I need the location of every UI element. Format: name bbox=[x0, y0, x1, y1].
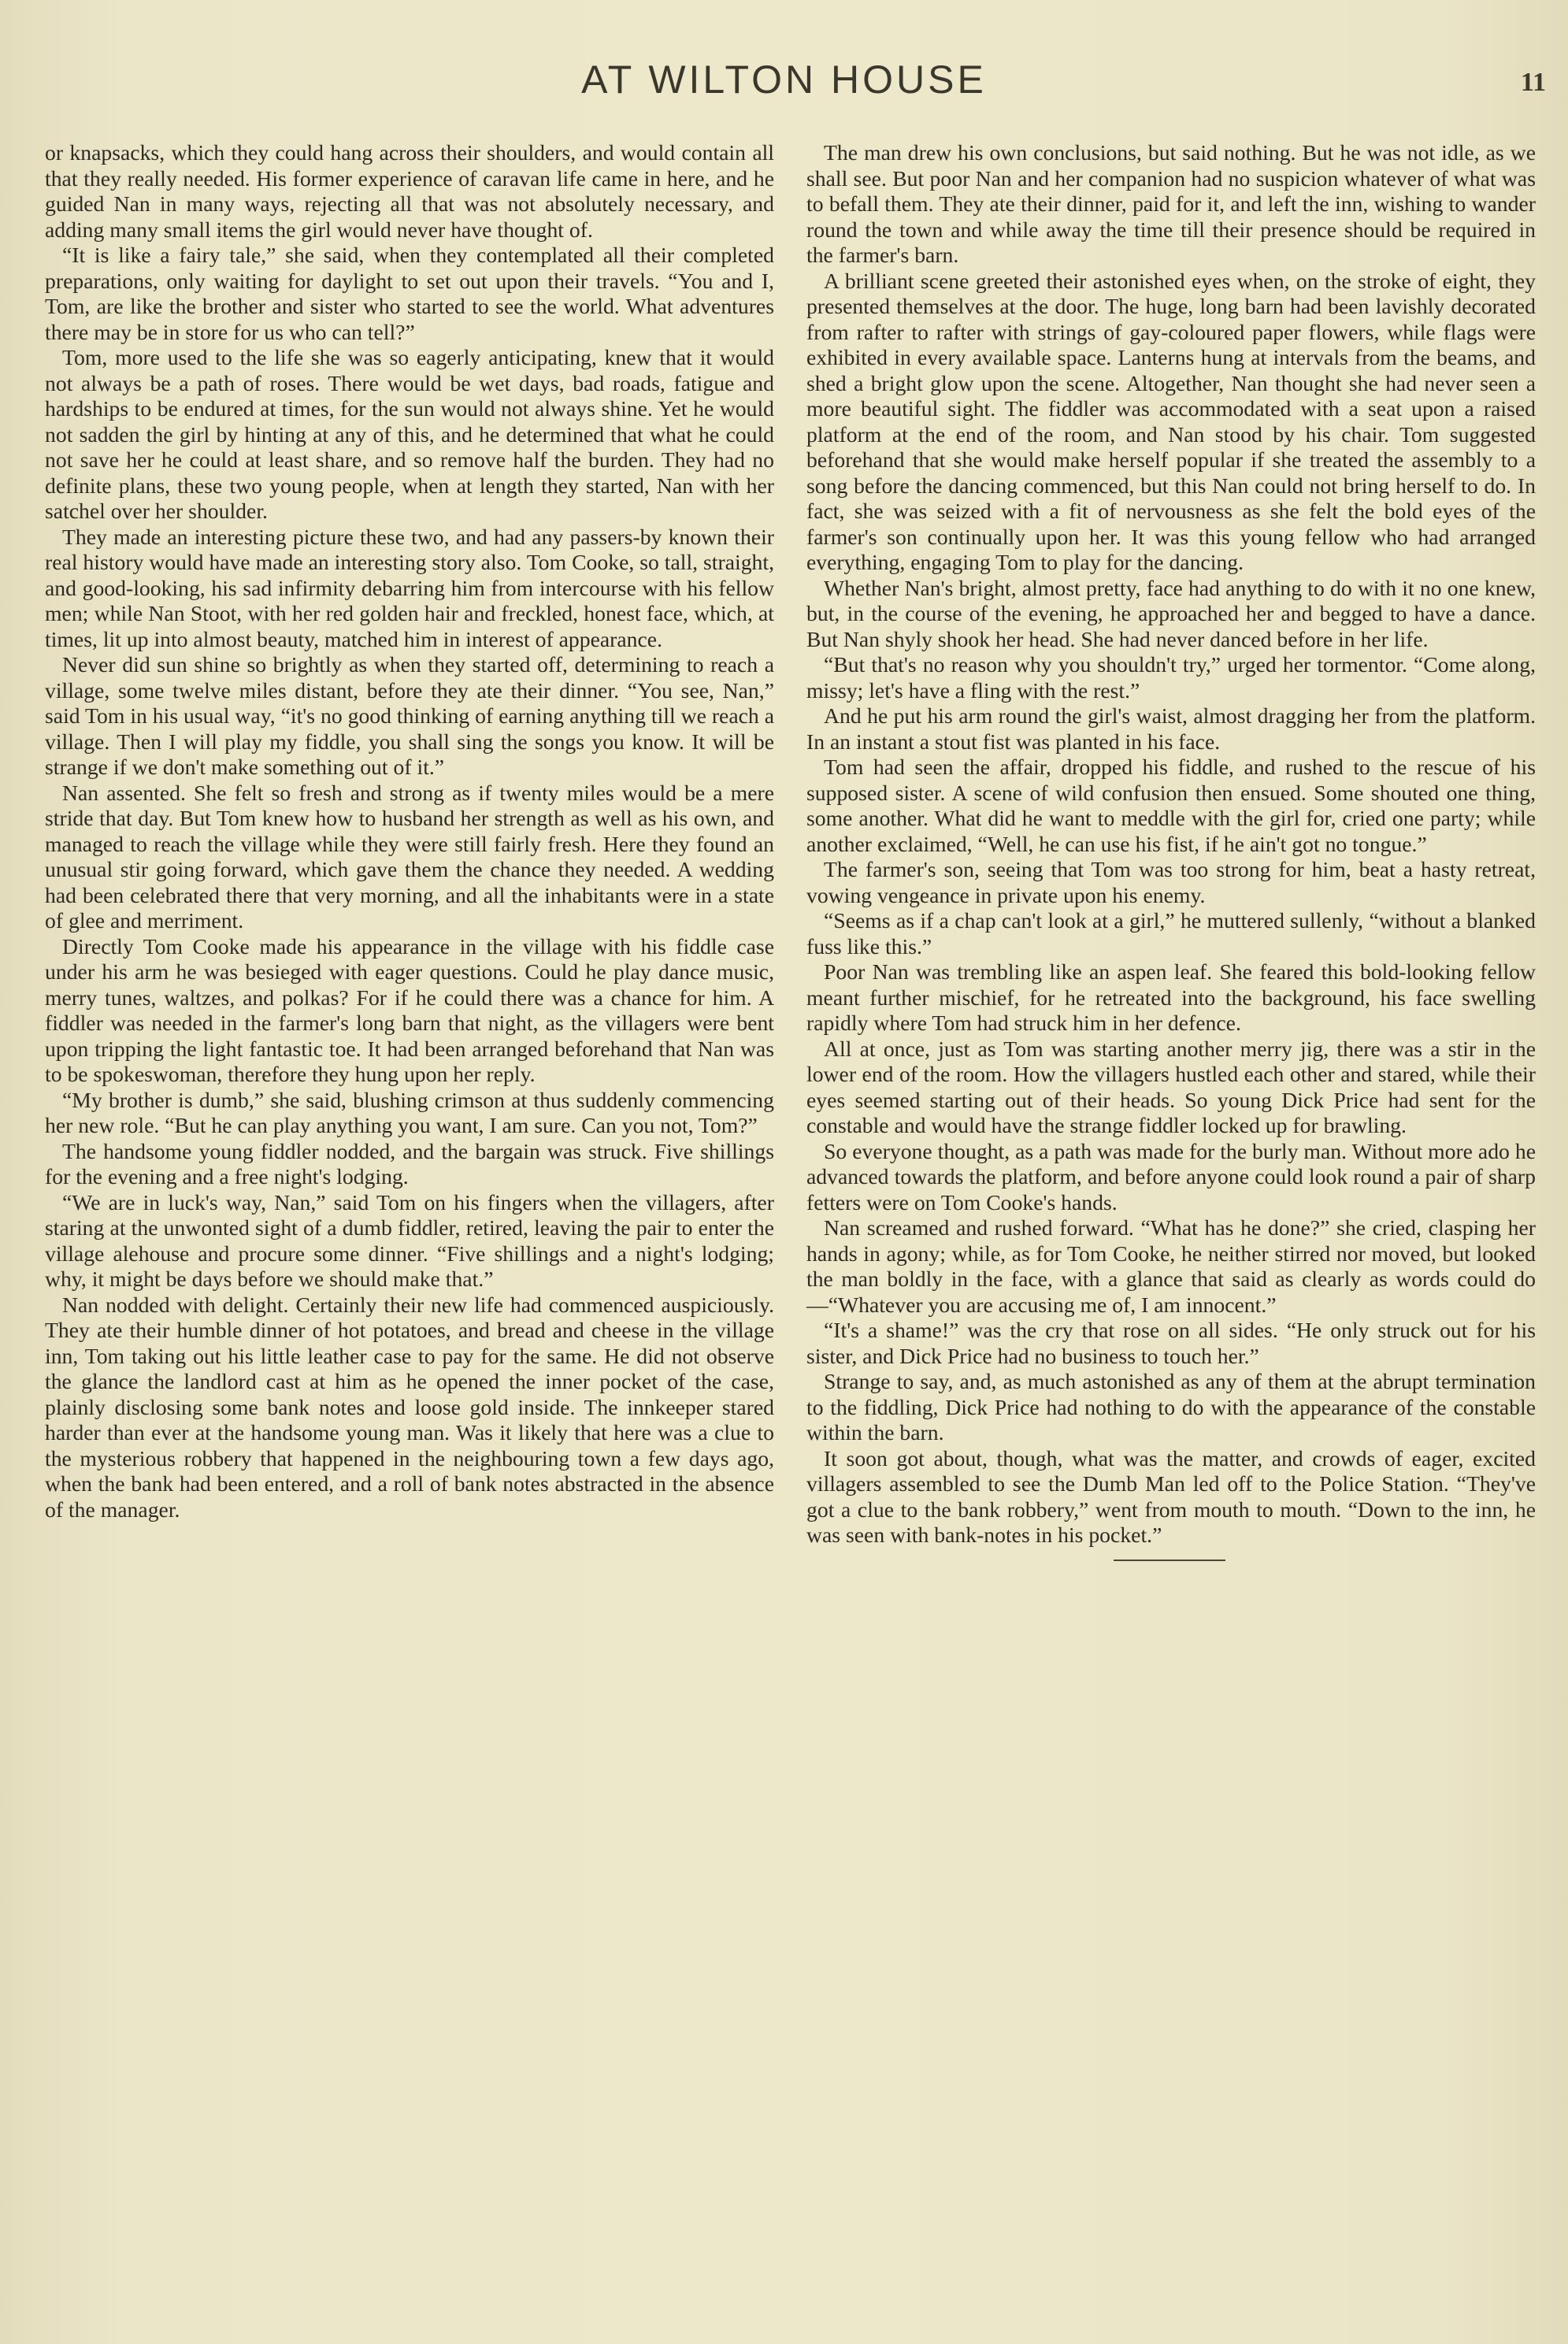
paragraph: A brilliant scene greeted their astonished eyes when, on the stroke of eight, they presented themselves at the door. The huge, long barn had been lavishly decorated from rafter to rafter with strings of gay-coloured paper flowers, while flags were exhibited in every available space. Lanterns hung at intervals from the beams, and shed a bright glow upon the scene. Altogether, Nan thought she had never seen a more beautiful sight. The fiddler was accommodated with a seat upon a raised platform at the end of the room, and Nan stood by his chair. Tom suggested beforehand that she would make herself popular if she treated the assembly to a song before the dancing commenced, but this Nan could not bring herself to do. In fact, she was seized with a fit of nervousness as she felt the bold eyes of the farmer's son continually upon her. It was this young fellow who had arranged everything, engaging Tom to play for the dancing. bbox=[806, 268, 1536, 574]
paragraph: The farmer's son, seeing that Tom was too strong for him, beat a hasty retreat, vowing vengeance in private upon his enemy. bbox=[806, 857, 1536, 907]
paragraph: Directly Tom Cooke made his appearance in the village with his fiddle case under his arm he was besieged with eager questions. Could he play dance music, merry tunes, waltzes, and polkas? For if he could there was a chance for him. A fiddler was needed in the farmer's long barn that night, as the villagers were bent upon tripping the light fantastic toe. It had been arranged beforehand that Nan was to be spokeswoman, therefore they hung upon her reply. bbox=[45, 933, 774, 1086]
paragraph: “We are in luck's way, Nan,” said Tom on his fingers when the villagers, after staring at the unwonted sight of a dumb fiddler, retired, leaving the pair to enter the village alehouse and procure some dinner. “Five shillings and a night's lodging; why, it might be days before we should make that.” bbox=[45, 1189, 774, 1291]
page-number: 11 bbox=[1520, 68, 1546, 97]
paragraph: And he put his arm round the girl's waist, almost dragging her from the platform. In an instant a stout fist was planted in his face. bbox=[806, 703, 1536, 754]
paragraph: All at once, just as Tom was starting another merry jig, there was a stir in the lower end of the room. How the villagers hustled each other and stared, while their eyes seemed starting out of their heads. So young Dick Price had sent for the constable and would have the strange fiddler locked up for brawling. bbox=[806, 1036, 1536, 1137]
paragraph: Nan nodded with delight. Certainly their new life had commenced auspiciously. They ate their humble dinner of hot potatoes, and bread and cheese in the village inn, Tom taking out his little leather case to pay for the same. He did not observe the glance the landlord cast at him as he opened the inner pocket of the case, plainly disclosing some bank notes and loose gold inside. The innkeeper stared harder than ever at the handsome young man. Was it likely that here was a clue to the mysterious robbery that happened in the neighbouring town a few days ago, when the bank had been entered, and a roll of bank notes abstracted in the absence of the manager. bbox=[45, 1292, 774, 1522]
paragraph: Poor Nan was trembling like an aspen leaf. She feared this bold-looking fellow meant further mischief, for he retreated into the background, his face swelling rapidly where Tom had struck him in her defence. bbox=[806, 959, 1536, 1035]
paragraph: “Seems as if a chap can't look at a girl,” he muttered sullenly, “without a blanked fuss like this.” bbox=[806, 908, 1536, 959]
paragraph: The man drew his own conclusions, but said nothing. But he was not idle, as we shall see. But poor Nan and her companion had no suspicion whatever of what was to befall them. They ate their dinner, paid for it, and left the inn, wishing to wander round the town and while away the time till their presence should be required in the farmer's barn. bbox=[806, 140, 1536, 267]
paragraph: Nan assented. She felt so fresh and strong as if twenty miles would be a mere stride that day. But Tom knew how to husband her strength as well as his own, and managed to reach the village while they were still fairly fresh. Here they found an unusual stir going forward, which gave them the chance they needed. A wedding had been celebrated there that very morning, and all the inhabitants were in a state of glee and merriment. bbox=[45, 780, 774, 933]
paragraph: Nan screamed and rushed forward. “What has he done?” she cried, clasping her hands in agony; while, as for Tom Cooke, he neither stirred nor moved, but looked the man boldly in the face, with a glance that said as clearly as words could do—“Whatever you are accusing me of, I am innocent.” bbox=[806, 1215, 1536, 1317]
page-header bbox=[0, 57, 1568, 104]
left-column bbox=[45, 140, 774, 1522]
paragraph: or knapsacks, which they could hang across their shoulders, and would contain all that they really needed. His former experience of caravan life came in here, and he guided Nan in many ways, rejecting all that was not absolutely necessary, and adding many small items the girl would never have thought of. bbox=[45, 140, 774, 242]
paragraph: Tom, more used to the life she was so eagerly anticipating, knew that it would not always be a path of roses. There would be wet days, bad roads, fatigue and hardships to be endured at times, for the sun would not always shine. Yet he would not sadden the girl by hinting at any of this, and he determined that what he could not save her he could at least share, and so remove half the burden. They had no definite plans, these two young people, when at length they started, Nan with her satchel over her shoulder. bbox=[45, 345, 774, 523]
paragraph: The handsome young fiddler nodded, and the bargain was struck. Five shillings for the evening and a free night's lodging. bbox=[45, 1138, 774, 1189]
paragraph: Tom had seen the affair, dropped his fiddle, and rushed to the rescue of his supposed sister. A scene of wild confusion then ensued. Some shouted one thing, some another. What did he want to meddle with the girl for, cried one party; while another exclaimed, “Well, he can use his fist, if he ain't got no tongue.” bbox=[806, 755, 1536, 856]
paragraph: “My brother is dumb,” she said, blushing crimson at thus suddenly commencing her new role. “But he can play anything you want, I am sure. Can you not, Tom?” bbox=[45, 1087, 774, 1137]
paragraph: They made an interesting picture these two, and had any passers-by known their real history would have made an interesting story also. Tom Cooke, so tall, straight, and good-looking, his sad infirmity debarring him from intercourse with his fellow men; while Nan Stoot, with her red golden hair and freckled, honest face, which, at times, lit up into almost beauty, matched him in interest of appearance. bbox=[45, 524, 774, 651]
paragraph: Never did sun shine so brightly as when they started off, determining to reach a village, some twelve miles distant, before they ate their dinner. “You see, Nan,” said Tom in his usual way, “it's no good thinking of earning anything till we reach a village. Then I will play my fiddle, you shall sing the songs you know. It will be strange if we don't make something out of it.” bbox=[45, 652, 774, 779]
paragraph: Strange to say, and, as much astonished as any of them at the abrupt termination to the fiddling, Dick Price had nothing to do with the appearance of the constable within the barn. bbox=[806, 1369, 1536, 1445]
section-divider-rule bbox=[1114, 1560, 1225, 1561]
paragraph: Whether Nan's bright, almost pretty, face had anything to do with it no one knew, but, in the course of the evening, he approached her and begged to have a dance. But Nan shyly shook her head. She had never danced before in her life. bbox=[806, 575, 1536, 651]
paragraph: “But that's no reason why you shouldn't try,” urged her tormentor. “Come along, missy; let's have a fling with the rest.” bbox=[806, 652, 1536, 703]
paragraph: It soon got about, though, what was the matter, and crowds of eager, excited villagers assembled to see the Dumb Man led off to the Police Station. “They've got a clue to the bank robbery,” went from mouth to mouth. “Down to the inn, he was seen with bank-notes in his pocket.” bbox=[806, 1445, 1536, 1547]
running-title: AT WILTON HOUSE bbox=[581, 57, 987, 102]
paragraph: So everyone thought, as a path was made for the burly man. Without more ado he advanced towards the platform, and before anyone could look round a pair of sharp fetters were on Tom Cooke's hands. bbox=[806, 1138, 1536, 1215]
paragraph: “It is like a fairy tale,” she said, when they contemplated all their completed preparations, only waiting for daylight to set out upon their travels. “You and I, Tom, are like the brother and sister who started to see the world. What adventures there may be in store for us who can tell?” bbox=[45, 243, 774, 344]
paragraph: “It's a shame!” was the cry that rose on all sides. “He only struck out for his sister, and Dick Price had no business to touch her.” bbox=[806, 1318, 1536, 1368]
right-column bbox=[806, 140, 1536, 1561]
